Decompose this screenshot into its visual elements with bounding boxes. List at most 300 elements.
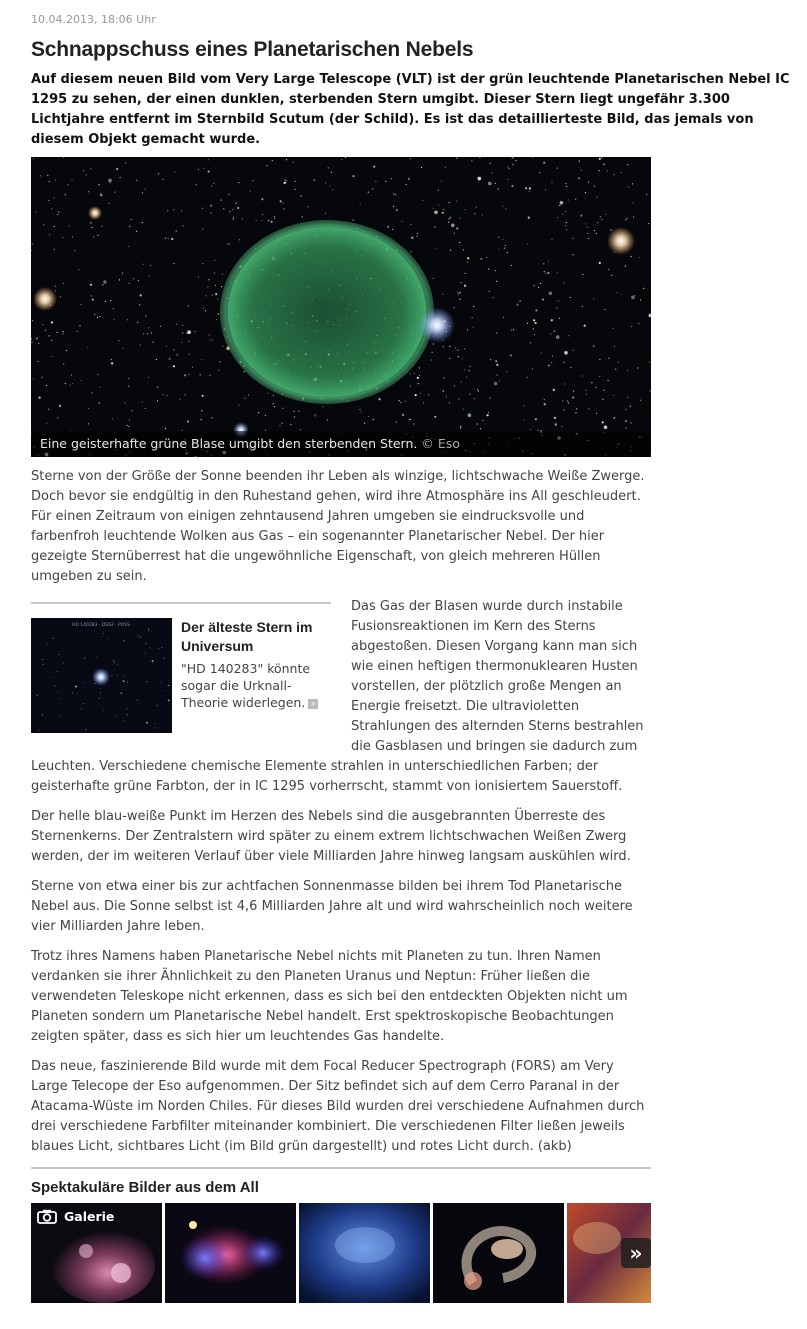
star [72,236,73,237]
star [535,309,537,311]
star [238,405,239,406]
star [539,172,540,173]
star [127,714,128,715]
star [587,227,588,228]
star [625,266,626,267]
star [201,359,202,360]
star [368,192,369,193]
star [504,248,505,249]
star [588,181,589,182]
star [570,367,571,368]
star [282,408,283,409]
star [222,346,223,347]
star [143,264,144,265]
star [568,199,569,200]
star [117,664,118,665]
star [281,423,282,424]
star [421,167,422,168]
star [464,285,466,287]
star [201,419,202,420]
star [559,300,560,301]
star [550,334,551,335]
star [564,383,565,384]
star [101,226,102,227]
star [51,340,52,341]
star [603,163,605,165]
star [545,189,546,190]
star [634,295,635,296]
star [97,235,98,236]
star [176,231,177,232]
star [486,257,487,258]
star [138,703,139,704]
teaser-image[interactable] [31,618,172,733]
star [586,394,587,395]
star [460,426,461,427]
star [458,398,459,399]
star [111,675,112,676]
star [480,258,482,260]
star [208,171,210,173]
star [488,412,489,413]
thumb-3-image [299,1203,430,1303]
star [129,226,130,227]
star [604,426,608,430]
star [33,378,34,379]
star [127,319,128,320]
star [551,319,553,321]
star [469,370,470,371]
star [167,210,168,211]
star [51,321,53,323]
star [250,191,251,192]
star [165,238,166,239]
star [596,413,597,414]
star [114,192,115,193]
star [613,395,614,396]
star [512,164,513,165]
star [74,250,75,251]
star [509,168,510,169]
star [187,420,189,422]
star [372,188,373,189]
star [373,419,374,420]
star [547,272,549,274]
star [401,221,402,222]
star [505,245,506,246]
star [128,426,129,427]
star [544,399,545,400]
star [428,394,429,395]
star [502,206,503,207]
star [207,286,208,287]
star [543,162,545,164]
star [593,298,594,299]
gallery-thumb-2[interactable] [165,1203,296,1303]
star [625,420,627,422]
star [113,660,114,661]
star [632,202,633,203]
star [587,233,588,234]
star [138,280,139,281]
star [393,206,394,207]
star [442,294,443,295]
star [534,285,535,286]
related-article-teaser[interactable] [31,602,331,710]
star [563,409,564,410]
star-photo [31,618,172,733]
star [57,671,58,672]
star [625,409,626,410]
star [295,189,296,190]
star [208,334,209,335]
gallery-thumb-1[interactable] [31,1203,162,1303]
star [126,425,127,426]
star [108,179,112,183]
star [392,229,393,230]
star [229,211,230,212]
star [202,395,204,397]
star [328,167,329,168]
star [617,292,618,293]
star [495,183,496,184]
teaser-text[interactable] [181,660,331,711]
star [533,319,535,321]
star [99,698,100,699]
article-lead: Auf diesem neuen Bild vom Very Large Telescope (VLT) ist der grün leuchtende Planetarischen Nebel IC 1295 zu sehen, der einen dunklen, sterbenden Stern umgibt. Dieser Stern liegt ungefähr 3.300 Lichtjahre entfernt im Sternbild Scutum (der Schild). Es ist das detaillierteste Bild, das jemals von diesem Objekt gemacht wurde. [31,72,790,147]
star [150,265,151,266]
star [100,692,101,693]
star [564,351,568,355]
star [527,377,528,378]
star [561,426,562,427]
gallery-next-button[interactable]: » [621,1238,651,1268]
star [92,299,94,301]
star [563,214,564,215]
star [411,237,413,239]
star [227,243,228,244]
star [50,677,51,678]
star [128,246,129,247]
star [55,286,56,287]
star [214,260,215,261]
star [637,367,638,368]
star [515,160,516,161]
star [162,179,163,180]
star [330,185,331,186]
star [36,211,37,212]
star [77,331,78,332]
nebula-photo [31,157,651,457]
star [32,320,33,321]
star [457,292,458,293]
star [582,375,583,376]
star [137,700,138,701]
star [62,333,63,334]
star [268,393,269,394]
star [451,224,455,228]
star [59,405,61,407]
star [599,359,600,360]
star [201,410,202,411]
star [433,343,434,344]
star [173,263,174,264]
star [123,348,124,349]
star [57,332,58,333]
star [203,308,204,309]
star [419,367,420,368]
star [511,185,513,187]
star [208,279,209,280]
star [490,163,491,164]
image-credit: © Eso [421,436,460,451]
star [410,419,411,420]
star [96,656,97,657]
star [591,382,592,383]
star [575,412,576,413]
star [136,231,137,232]
star [585,192,586,193]
star [460,427,461,428]
star [434,211,438,215]
star [423,200,424,201]
star [266,165,267,166]
star [88,408,89,409]
star [174,171,175,172]
star [464,209,465,210]
star [203,168,204,169]
star [640,299,641,300]
star [123,676,124,677]
star [148,628,149,629]
star [405,401,406,402]
star [474,213,475,214]
star [459,292,461,294]
star [615,369,616,370]
star [144,653,145,654]
star [103,710,104,711]
star [180,399,181,400]
star [454,307,455,308]
paragraph-2-line: vorstellen, der plötzlich große Mengen an [351,679,622,694]
star [195,331,196,332]
star [413,423,414,424]
star [219,361,220,362]
star [214,272,215,273]
more-arrow-icon[interactable]: » [308,699,318,709]
star [593,346,594,347]
star [169,358,171,360]
star [173,349,174,350]
caption-text: Eine geisterhafte grüne Blase umgibt den sterbenden Stern. [40,436,418,451]
star [83,170,84,171]
star [627,164,628,165]
star [169,685,170,686]
star [133,278,134,279]
star [459,242,460,243]
star [238,182,239,183]
star [215,293,217,295]
star [549,292,553,296]
star [626,218,627,219]
star [332,189,333,190]
star [566,186,567,187]
star [48,200,49,201]
star [557,217,558,218]
star [283,203,284,204]
paragraph-2-lines [351,597,661,757]
teaser-description: "HD 140283" könnte sogar die Urknall-Theorie widerlegen. [181,661,311,710]
star [83,682,84,683]
star [81,708,82,709]
star [575,199,576,200]
star [584,325,586,327]
star [43,664,44,665]
star [455,347,456,348]
star [200,374,201,375]
star [122,273,123,274]
star [478,390,479,391]
star [648,223,649,224]
star [60,715,61,716]
star [55,290,56,291]
star [177,354,178,355]
star [31,342,32,343]
star [222,274,223,275]
star [62,237,63,238]
star [578,177,580,179]
paragraph-2-line: wie einen heftigen thermonuklearen Husten [351,659,638,674]
star [165,428,166,429]
star [529,187,531,189]
star [441,181,442,182]
star [68,225,69,226]
teaser-title[interactable]: Der älteste Stern im Universum [181,619,313,654]
star [423,402,424,403]
star [192,367,193,368]
star [42,659,43,660]
star [632,183,633,184]
star [63,331,64,332]
star [586,390,587,391]
star [513,329,514,330]
star [565,183,566,184]
star [364,423,365,424]
star [131,410,132,411]
star [495,270,496,271]
star [212,417,213,418]
star [385,181,386,182]
star [419,375,420,376]
star [144,189,145,190]
star [396,421,397,422]
star [158,648,159,649]
star [79,325,80,326]
star [51,208,52,209]
star [456,227,458,229]
star [488,268,489,269]
star [90,284,92,286]
star [239,239,240,240]
gallery-thumb-4[interactable] [433,1203,564,1303]
paragraph-2-line: Energie freisetzt. Die ultravioletten [351,699,580,714]
star [97,374,98,375]
star [596,233,597,234]
star [625,219,626,220]
star [72,692,73,693]
star [608,269,609,270]
star [157,705,158,706]
star [155,723,156,724]
star [406,184,407,185]
star [198,169,199,170]
star [630,422,631,423]
star [527,323,528,324]
star [611,229,612,230]
star [152,660,154,662]
star [210,205,212,207]
star [572,254,573,255]
star [208,159,209,160]
star [567,400,568,401]
star [600,216,601,217]
star [560,201,564,205]
star [110,182,111,183]
star [49,181,50,182]
star [49,234,50,235]
star [417,233,418,234]
star [272,160,273,161]
star [489,291,490,292]
star [449,346,450,347]
star [232,209,233,210]
star [491,172,492,173]
star [110,300,111,301]
gallery-label[interactable] [37,1209,114,1224]
nebula-image[interactable] [31,157,651,457]
star [184,374,186,376]
star [611,275,612,276]
star [459,299,460,300]
star [90,168,91,169]
star [568,335,569,336]
star [535,418,537,420]
star [511,265,512,266]
star [361,411,362,412]
star [176,324,177,325]
star [572,396,574,398]
star [510,354,512,356]
star [496,332,497,333]
star [202,208,203,209]
star [596,387,597,388]
star [496,364,498,366]
gallery-thumb-3[interactable] [299,1203,430,1303]
star [99,402,100,403]
star [516,304,518,306]
star [129,420,130,421]
star [146,643,147,644]
star [454,385,455,386]
star [556,307,557,308]
star [173,209,174,210]
star [588,408,589,409]
star [157,386,158,387]
star [462,358,463,359]
star [473,327,474,328]
star [71,374,72,375]
star [114,662,115,663]
